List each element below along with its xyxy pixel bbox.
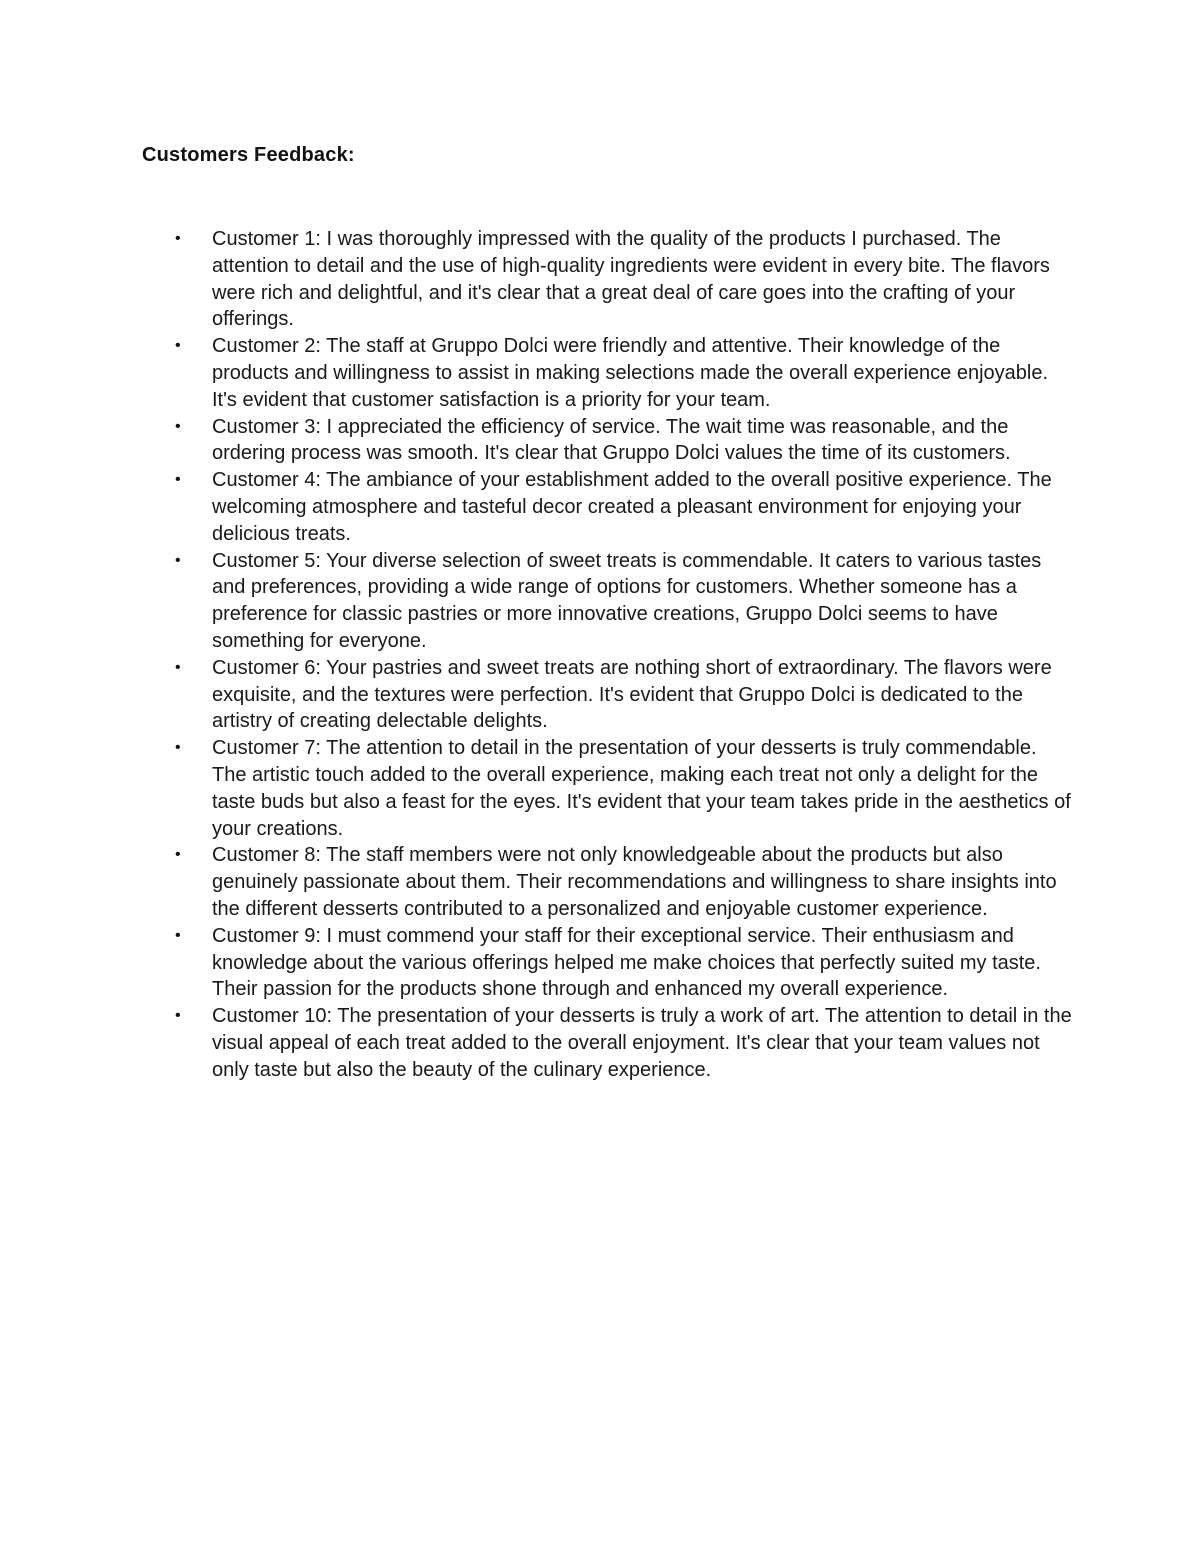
feedback-text: Customer 8: The staff members were not only knowledgeable about the products but also genuinely passionate about them. Their recommendations and willingness to share insights into the different desserts contributed to a personalized and enjoyable customer experience. <box>212 844 1057 920</box>
list-item <box>175 414 1072 468</box>
feedback-text: Customer 6: Your pastries and sweet treats are nothing short of extraordinary. The flavors were exquisite, and the textures were perfection. It's evident that Gruppo Dolci is dedicated to the artistry of creating delectable delights. <box>212 656 1052 733</box>
bullet-icon: • <box>175 1007 181 1025</box>
feedback-text: Customer 4: The ambiance of your establishment added to the overall positive experience. The welcoming atmosphere and tasteful decor created a pleasant environment for enjoying your delicious treats. <box>212 469 1052 545</box>
feedback-text: Customer 5: Your diverse selection of sweet treats is commendable. It caters to various tastes and preferences, providing a wide range of options for customers. Whether someone has a preference for classic pastries or more innovative creations, Gruppo Dolci seems to have something for everyone. <box>212 549 1042 652</box>
page-title: Customers Feedback: <box>142 144 355 166</box>
feedback-text: Customer 1: I was thoroughly impressed with the quality of the products I purchased. The attention to detail and the use of high-quality ingredients were evident in every bite. The flavors were rich and delightful, and it's clear that a great deal of care goes into the crafting of your offerings. <box>212 228 1050 331</box>
feedback-text: Customer 3: I appreciated the efficiency of service. The wait time was reasonable, and the ordering process was smooth. It's clear that Gruppo Dolci values the time of its customers. <box>212 415 1011 465</box>
list-item <box>175 548 1072 655</box>
list-item <box>175 226 1072 333</box>
bullet-icon: • <box>175 658 181 676</box>
feedback-text: Customer 9: I must commend your staff for their exceptional service. Their enthusiasm and knowledge about the various offerings helped me make choices that perfectly suited my taste. Their passion for the products shone through and enhanced my overall experience. <box>212 924 1041 1001</box>
list-item <box>175 735 1072 842</box>
feedback-list <box>175 226 1072 1084</box>
bullet-icon: • <box>175 471 181 489</box>
bullet-icon: • <box>175 551 181 569</box>
list-item <box>175 655 1072 735</box>
bullet-icon: • <box>175 417 181 435</box>
bullet-icon: • <box>175 230 181 247</box>
bullet-icon: • <box>175 846 181 864</box>
feedback-text: Customer 7: The attention to detail in the presentation of your desserts is truly commendable. The artistic touch added to the overall experience, making each treat not only a delight for the taste buds but also a feast for the eyes. It's evident that your team takes pride in the aesthetics of your creations. <box>212 737 1071 840</box>
list-item <box>175 1003 1072 1083</box>
list-item <box>175 467 1072 547</box>
list-item <box>175 923 1072 1003</box>
bullet-icon: • <box>175 337 181 355</box>
list-item <box>175 333 1072 413</box>
list-item <box>175 842 1072 922</box>
feedback-text: Customer 10: The presentation of your desserts is truly a work of art. The attention to detail in the visual appeal of each treat added to the overall enjoyment. It's clear that your team values not only taste but also the beauty of the culinary experience. <box>212 1005 1072 1081</box>
bullet-icon: • <box>175 739 181 757</box>
feedback-text: Customer 2: The staff at Gruppo Dolci were friendly and attentive. Their knowledge of the products and willingness to assist in making selections made the overall experience enjoyable. It's evident that customer satisfaction is a priority for your team. <box>212 335 1049 411</box>
bullet-icon: • <box>175 926 181 944</box>
